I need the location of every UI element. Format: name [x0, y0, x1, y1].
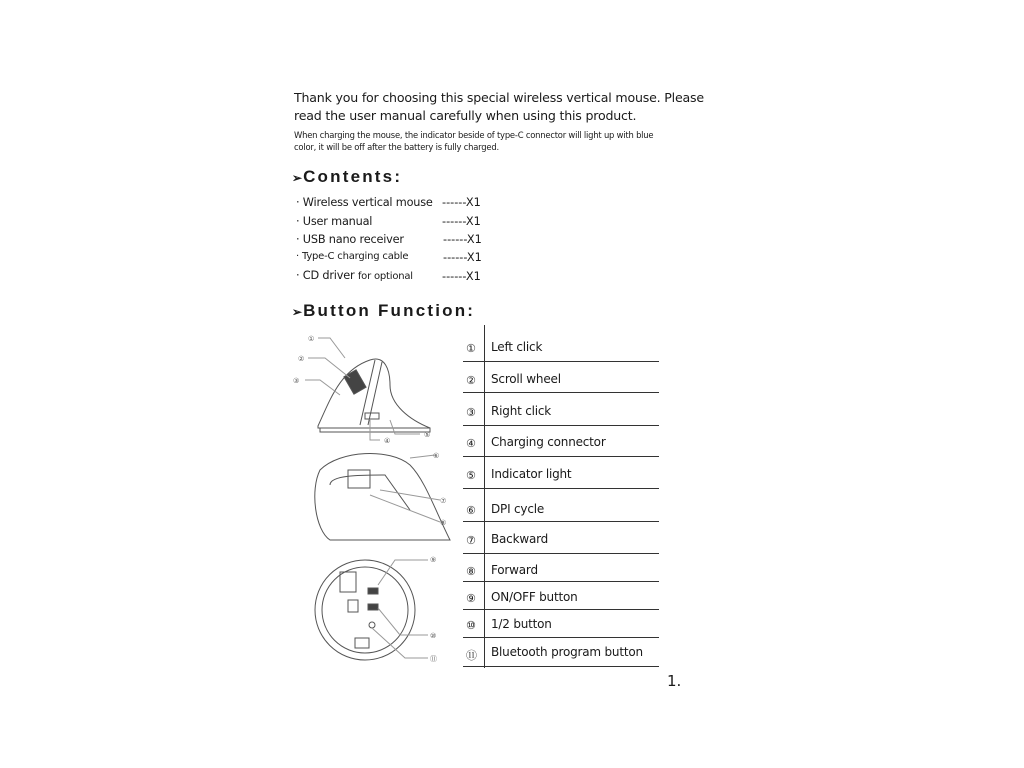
mouse-side-illustration — [290, 330, 450, 450]
row-label: Indicator light — [491, 467, 572, 481]
heading-text: Button Function: — [303, 301, 476, 320]
list-item: · User manual — [296, 215, 373, 228]
list-item: · Type-C charging cable — [296, 251, 409, 262]
heading-text: Contents: — [303, 167, 403, 186]
contents-heading — [292, 167, 402, 187]
row-label: Bluetooth program button — [491, 645, 643, 659]
svg-text:②: ② — [298, 355, 305, 363]
svg-text:⑨: ⑨ — [430, 556, 437, 564]
row-number: ⑪ — [466, 649, 477, 662]
item-qty: ------X1 — [442, 270, 481, 283]
row-label: Scroll wheel — [491, 372, 561, 386]
row-number: ⑩ — [466, 619, 476, 632]
row-number: ④ — [466, 437, 476, 450]
arrow-icon: ➢ — [292, 305, 303, 319]
row-label: Charging connector — [491, 435, 606, 449]
item-qty: ------X1 — [442, 215, 481, 228]
row-separator — [463, 456, 659, 457]
svg-text:⑧: ⑧ — [440, 519, 447, 527]
row-number: ⑥ — [466, 504, 476, 517]
row-number: ⑧ — [466, 565, 476, 578]
svg-text:⑤: ⑤ — [424, 431, 431, 439]
svg-text:③: ③ — [293, 377, 300, 385]
row-number: ① — [466, 342, 476, 355]
intro-text — [294, 89, 704, 125]
row-separator — [463, 609, 659, 610]
row-number: ③ — [466, 406, 476, 419]
mouse-bottom-illustration — [310, 550, 450, 670]
arrow-icon: ➢ — [292, 171, 303, 185]
row-separator — [463, 392, 659, 393]
row-separator — [463, 488, 659, 489]
row-label: ON/OFF button — [491, 590, 578, 604]
row-label: Left click — [491, 340, 543, 354]
svg-text:⑩: ⑩ — [430, 632, 437, 640]
row-separator — [463, 521, 659, 522]
row-separator — [463, 637, 659, 638]
intro-line: read the user manual carefully when using this product. — [294, 108, 637, 123]
row-label: Backward — [491, 532, 549, 546]
row-label: DPI cycle — [491, 502, 545, 516]
charging-note — [294, 129, 653, 153]
note-line: color, it will be off after the battery is fully charged. — [294, 142, 499, 152]
row-label: Right click — [491, 404, 552, 418]
row-label: 1/2 button — [491, 617, 552, 631]
row-separator — [463, 361, 659, 362]
list-item: · Wireless vertical mouse — [296, 196, 433, 209]
item-qty: ------X1 — [443, 233, 482, 246]
svg-text:④: ④ — [384, 437, 391, 445]
row-separator — [463, 581, 659, 582]
table-divider — [484, 325, 485, 668]
row-number: ⑨ — [466, 592, 476, 605]
button-function-heading — [292, 301, 475, 321]
mouse-top-illustration — [300, 450, 460, 550]
list-item: · USB nano receiver — [296, 233, 404, 246]
intro-line: Thank you for choosing this special wireless vertical mouse. Please — [294, 90, 704, 105]
row-number: ⑤ — [466, 469, 476, 482]
svg-text:①: ① — [308, 335, 315, 343]
note-line: When charging the mouse, the indicator beside of type-C connector will light up with blue — [294, 130, 654, 140]
row-label: Forward — [491, 563, 538, 577]
item-qty: ------X1 — [442, 196, 481, 209]
row-number: ② — [466, 374, 476, 387]
row-number: ⑦ — [466, 534, 476, 547]
list-item: · CD driver for optional — [296, 269, 413, 282]
row-separator — [463, 425, 659, 426]
svg-text:⑦: ⑦ — [440, 497, 447, 505]
row-separator — [463, 553, 659, 554]
row-separator — [463, 666, 659, 667]
svg-text:⑪: ⑪ — [430, 655, 437, 663]
page-number: 1. — [667, 672, 682, 690]
item-qty: ------X1 — [443, 251, 482, 264]
svg-text:⑥: ⑥ — [433, 452, 440, 460]
